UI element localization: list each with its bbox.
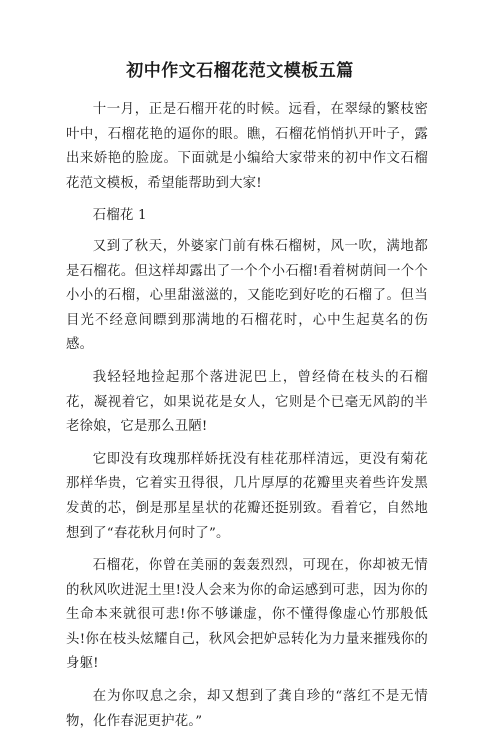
body-paragraph: 石榴花，你曾在美丽的轰轰烈烈，可现在，你却被无情的秋风吹进泥土里!没人会来为你的命运感到可悲，因为你的生命本来就很可悲!你不够谦虚，你不懂得像虚心竹那般低头!你在枝头炫耀自己，秋风会把妒忌转化为力量来摧残你的身躯!: [66, 558, 428, 672]
body-paragraph: 在为你叹息之余，却又想到了龚自珍的“落红不是无情物，化作春泥更护花。”: [66, 689, 428, 729]
page-title: 初中作文石榴花范文模板五篇: [126, 61, 354, 81]
body-paragraph: 它即没有玫瑰那样娇抚没有桂花那样清远，更没有菊花那样华贵，它着实丑得很，几片厚厚的花瓣里夹着些许发黑发黄的芯，倒是那星星状的花瓣还挺别致。看着它，自然地想到了“春花秋月何时了”。: [66, 451, 428, 541]
body-paragraph: 又到了秋天，外婆家门前有株石榴树，风一吹，满地都是石榴花。但这样却露出了一个个小石榴!看着树荫间一个个小小的石榴，心里甜滋滋的，又能吃到好吃的石榴了。但当目光不经意间瞟到那满地的石榴花时，心中生起莫名的伤感。: [66, 238, 428, 353]
section-heading: 石榴花 1: [92, 208, 147, 224]
body-paragraph: 我轻轻地捡起那个落进泥巴上，曾经倚在枝头的石榴花，凝视着它，如果说花是女人，它则是个已毫无风韵的半老徐娘，它是那么丑陋!: [66, 369, 428, 435]
article-body: [66, 98, 428, 742]
intro-paragraph: 十一月，正是石榴开花的时候。远看，在翠绿的繁枝密叶中，石榴花艳的逼你的眼。瞧，石榴花悄悄扒开叶子，露出来娇艳的脸庞。下面就是小编给大家带来的初中作文石榴花范文模板，希望能帮助到大家!: [66, 102, 428, 191]
